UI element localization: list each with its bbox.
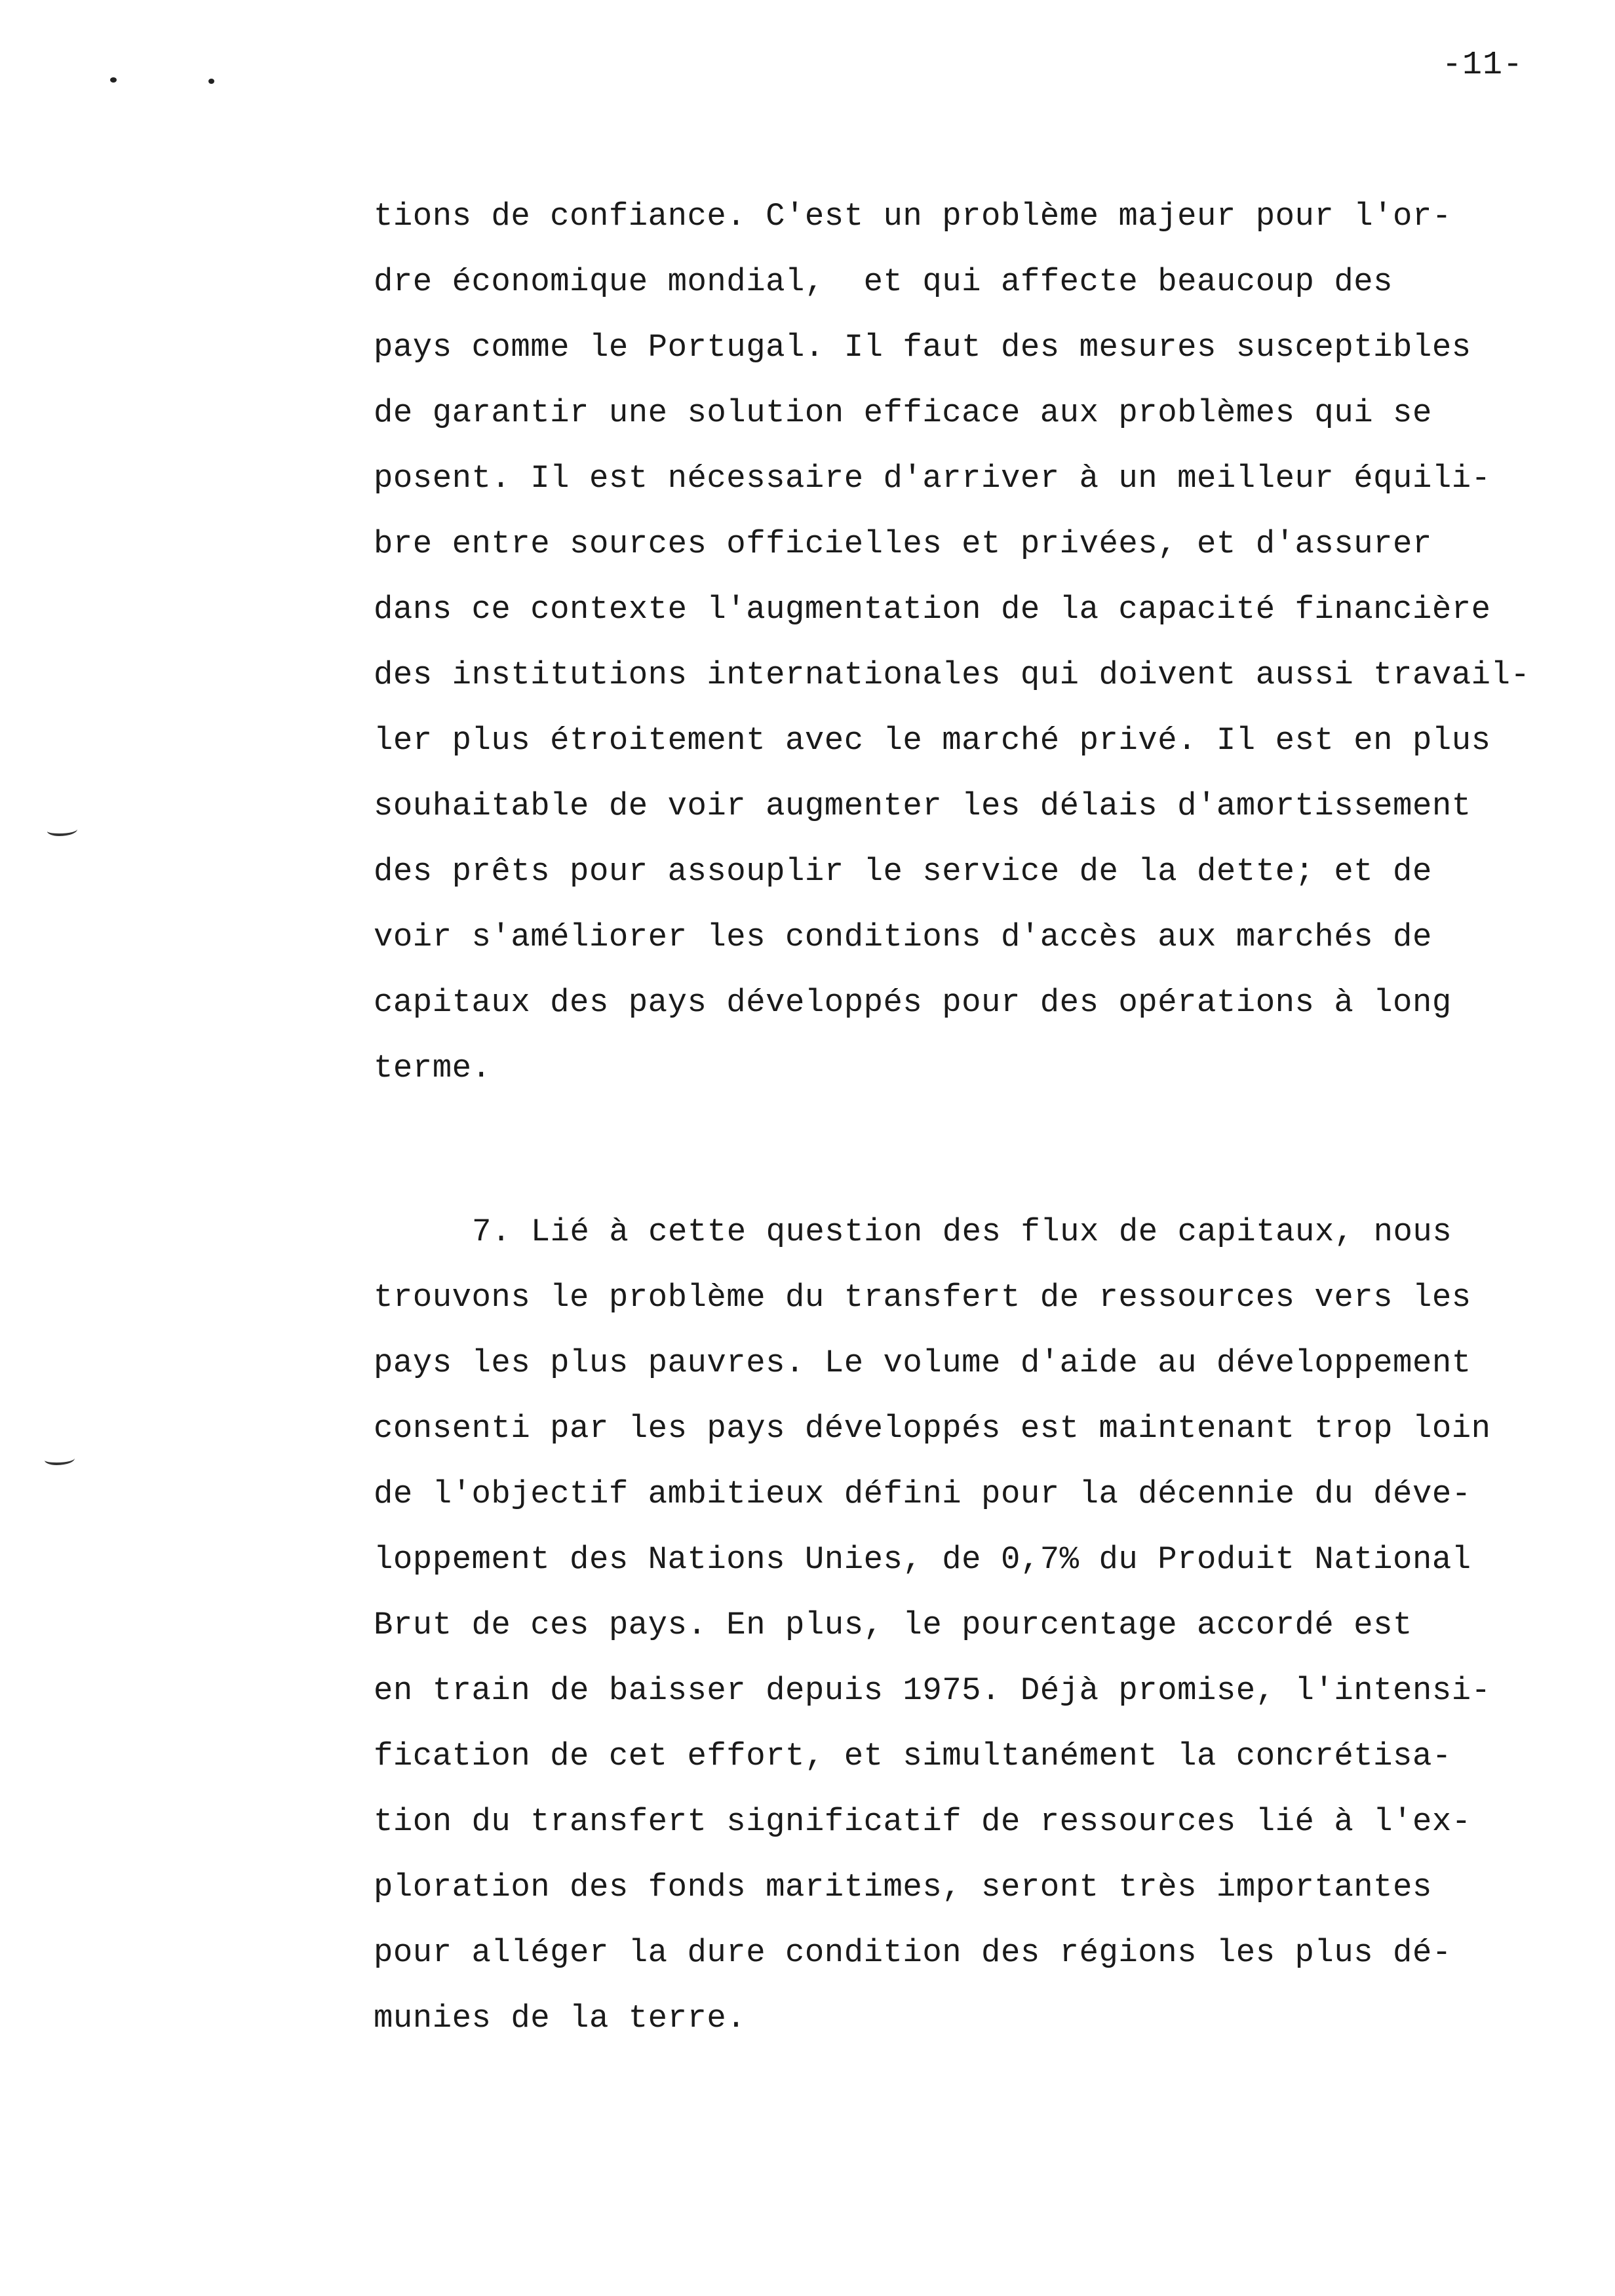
- text-line: dans ce contexte l'augmentation de la capacité financière: [374, 591, 1491, 628]
- text-line: des prêts pour assouplir le service de la dette; et de: [374, 853, 1432, 890]
- text-line: dre économique mondial, et qui affecte beaucoup des: [374, 263, 1393, 300]
- text-line: en train de baisser depuis 1975. Déjà promise, l'intensi-: [374, 1672, 1491, 1709]
- text-line: fication de cet effort, et simultanément la concrétisa-: [374, 1738, 1452, 1774]
- scan-speck: [110, 77, 117, 83]
- scan-speck: [208, 79, 214, 84]
- text-line: de garantir une solution efficace aux problèmes qui se: [374, 394, 1432, 431]
- text-line: ler plus étroitement avec le marché privé. Il est en plus: [374, 722, 1491, 759]
- text-line: pays les plus pauvres. Le volume d'aide au développement: [374, 1345, 1471, 1381]
- text-line: consenti par les pays développés est maintenant trop loin: [374, 1410, 1491, 1447]
- text-line: capitaux des pays développés pour des opérations à long: [374, 984, 1452, 1021]
- text-line: des institutions internationales qui doivent aussi travail-: [374, 657, 1530, 693]
- margin-mark: [45, 1453, 75, 1465]
- text-line: souhaitable de voir augmenter les délais d'amortissement: [374, 788, 1471, 824]
- paragraph-1: [374, 191, 1553, 1109]
- page-number: -11-: [1441, 47, 1523, 84]
- text-line: ploration des fonds maritimes, seront très importantes: [374, 1869, 1432, 1905]
- text-line: tions de confiance. C'est un problème majeur pour l'or-: [374, 198, 1452, 235]
- text-line: terme.: [374, 1050, 492, 1086]
- text-line: pour alléger la dure condition des régions les plus dé-: [374, 1934, 1452, 1971]
- text-line: munies de la terre.: [374, 2000, 747, 2037]
- text-line: de l'objectif ambitieux défini pour la décennie du déve-: [374, 1476, 1471, 1512]
- text-line: trouvons le problème du transfert de ressources vers les: [374, 1279, 1471, 1316]
- text-line: posent. Il est nécessaire d'arriver à un meilleur équili-: [374, 460, 1491, 497]
- text-line: bre entre sources officielles et privées, et d'assurer: [374, 526, 1432, 562]
- text-line: pays comme le Portugal. Il faut des mesures susceptibles: [374, 329, 1471, 366]
- margin-mark: [47, 824, 77, 836]
- paragraph-2: [374, 1207, 1553, 2059]
- text-line: loppement des Nations Unies, de 0,7% du Produit National: [374, 1541, 1471, 1578]
- text-line: 7. Lié à cette question des flux de capitaux, nous: [472, 1214, 1452, 1250]
- text-line: tion du transfert significatif de ressources lié à l'ex-: [374, 1803, 1471, 1840]
- text-line: voir s'améliorer les conditions d'accès aux marchés de: [374, 919, 1432, 955]
- text-line: Brut de ces pays. En plus, le pourcentage accordé est: [374, 1607, 1412, 1643]
